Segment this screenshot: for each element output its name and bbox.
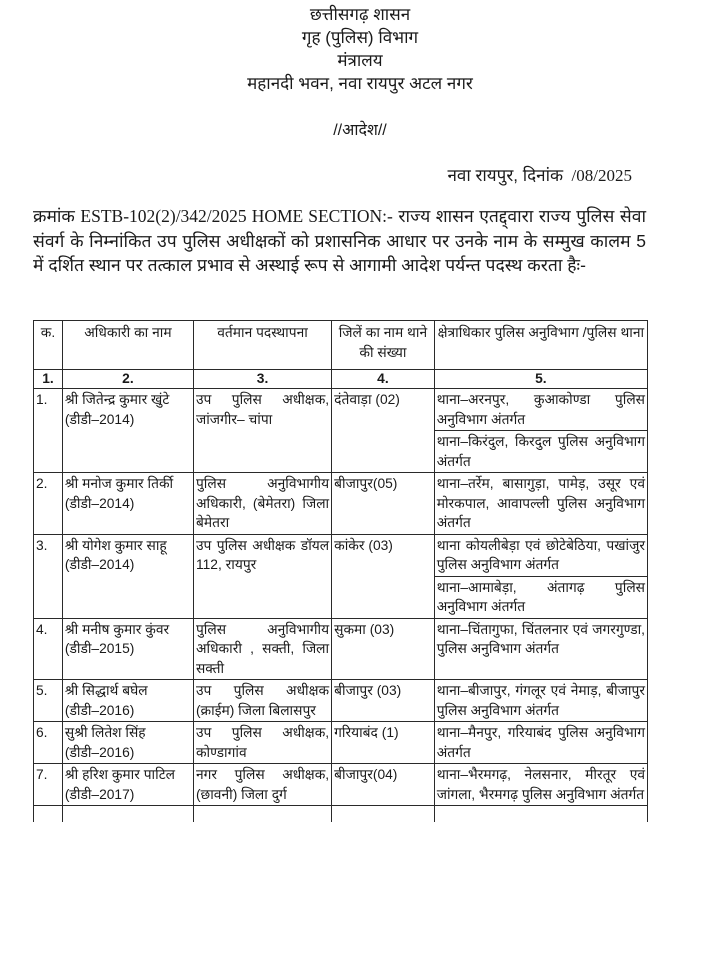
table-row-partial xyxy=(34,806,648,823)
cell-sno: 3. xyxy=(34,534,63,618)
order-date: /08/2025 xyxy=(571,166,632,185)
cell-sno: 2. xyxy=(34,473,63,535)
header-district: जिलें का नाम थाने की संख्या xyxy=(332,321,435,370)
order-ref-label: क्रमांक xyxy=(33,206,75,226)
cell-jurisdiction: थाना–भैरमगढ़, नेलसनार, मीरतूर एवं जांगला, भैरमगढ़ पुलिस अनुविभाग अंतर्गत xyxy=(434,764,647,806)
cell-district: बीजापुर(04) xyxy=(332,764,435,806)
table-row xyxy=(34,722,648,764)
table-header-row xyxy=(34,321,648,370)
header-line-ministry: मंत्रालय xyxy=(337,51,383,70)
cell-officer xyxy=(62,473,193,535)
cell-officer xyxy=(62,618,193,680)
cell-jurisdiction: थाना–अरनपुर, कुआकोण्डा पुलिस अनुविभाग अंतर्गत xyxy=(434,389,647,431)
table-row xyxy=(34,389,648,431)
cell-jurisdiction: थाना–किरंदुल, किरदुल पुलिस अनुविभाग अंतर्गत xyxy=(434,431,647,473)
header-sno: क. xyxy=(34,321,63,370)
header-line-state: छत्तीसगढ़ शासन xyxy=(309,5,411,24)
cell-jurisdiction: थाना–बीजापुर, गंगलूर एवं नेमाड़, बीजापुर पुलिस अनुविभाग अंतर्गत xyxy=(434,680,647,722)
cell-current-posting: नगर पुलिस अधीक्षक, (छावनी) जिला दुर्ग xyxy=(193,764,331,806)
cell-sno: 4. xyxy=(34,618,63,680)
cell-jurisdiction: थाना–चिंतागुफा, चिंतलनार एवं जगरगुण्डा, पुलिस अनुविभाग अंतर्गत xyxy=(434,618,647,680)
cell-district: बीजापुर (03) xyxy=(332,680,435,722)
cell-jurisdiction: थाना–मैनपुर, गरियाबंद पुलिस अनुविभाग अंतर्गत xyxy=(434,722,647,764)
document-header xyxy=(0,3,720,95)
posting-table xyxy=(33,320,648,822)
cell-empty xyxy=(62,806,193,823)
header-jurisdiction: क्षेत्राधिकार पुलिस अनुविभाग /पुलिस थाना xyxy=(434,321,647,370)
header-line-address: महानदी भवन, नवा रायपुर अटल नगर xyxy=(247,74,473,93)
officer-name: श्री मनोज कुमार तिर्की xyxy=(64,476,174,491)
cell-current-posting: उप पुलिस अधीक्षक, जांजगीर– चांपा xyxy=(193,389,331,473)
cell-empty xyxy=(332,806,435,823)
cell-current-posting: पुलिस अनुविभागीय अधिकारी , सक्ती, जिला सक्ती xyxy=(193,618,331,680)
cell-district: गरियाबंद (1) xyxy=(332,722,435,764)
cell-sno: 5. xyxy=(34,680,63,722)
officer-name: श्री सिद्धार्थ बघेल xyxy=(64,683,148,698)
table-row xyxy=(34,473,648,535)
officer-batch: (डीडी–2014) xyxy=(64,557,135,572)
cell-current-posting: पुलिस अनुविभागीय अधिकारी, (बेमेतरा) जिला बेमेतरा xyxy=(193,473,331,535)
order-title: //आदेश// xyxy=(333,122,387,139)
cell-officer xyxy=(62,534,193,618)
order-paragraph xyxy=(33,204,646,278)
officer-name: श्री मनीष कुमार कुंवर xyxy=(64,621,170,637)
officer-name: श्री हरिश कुमार पाटिल xyxy=(64,767,176,782)
cell-officer xyxy=(62,764,193,806)
column-number-row xyxy=(34,370,648,389)
cell-jurisdiction: थाना कोयलीबेड़ा एवं छोटेबेठिया, पखांजुर पुलिस अनुविभाग अंतर्गत xyxy=(434,534,647,576)
header-officer-name: अधिकारी का नाम xyxy=(62,321,193,370)
header-line-department: गृह (पुलिस) विभाग xyxy=(301,28,419,47)
officer-batch: (डीडी–2015) xyxy=(64,641,135,656)
header-current-posting: वर्तमान पदस्थापना xyxy=(193,321,331,370)
column-number: 4. xyxy=(332,370,435,389)
cell-sno: 7. xyxy=(34,764,63,806)
cell-sno: 6. xyxy=(34,722,63,764)
officer-name: श्री जितेन्द्र कुमार खुंटे xyxy=(64,392,170,407)
column-number: 1. xyxy=(34,370,63,389)
cell-jurisdiction: थाना–तर्रेम, बासागुड़ा, पामेड़, उसूर एवं मोरकपाल, आवापल्ली पुलिस अनुविभाग अंतर्गत xyxy=(434,473,647,535)
officer-batch: (डीडी–2014) xyxy=(64,495,135,511)
cell-district: दंतेवाड़ा (02) xyxy=(332,389,435,473)
place-date-prefix: नवा रायपुर, दिनांक xyxy=(447,166,564,185)
cell-jurisdiction: थाना–आमाबेड़ा, अंतागढ़ पुलिस अनुविभाग अंतर्गत xyxy=(434,576,647,618)
cell-officer xyxy=(62,680,193,722)
table-row xyxy=(34,534,648,576)
cell-current-posting: उप पुलिस अधीक्षक (क्राईम) जिला बिलासपुर xyxy=(193,680,331,722)
officer-batch: (डीडी–2016) xyxy=(64,744,135,760)
officer-name: श्री योगेश कुमार साहू xyxy=(64,537,167,553)
cell-district: बीजापुर(05) xyxy=(332,473,435,535)
cell-empty xyxy=(34,806,63,823)
column-number: 5. xyxy=(434,370,647,389)
officer-batch: (डीडी–2014) xyxy=(64,411,135,427)
table-row xyxy=(34,764,648,806)
column-number: 2. xyxy=(62,370,193,389)
cell-empty xyxy=(193,806,331,823)
table-row xyxy=(34,680,648,722)
officer-name: सुश्री लितेश सिंह xyxy=(64,725,146,740)
place-date-line xyxy=(447,163,632,186)
cell-sno: 1. xyxy=(34,389,63,473)
order-body-text: राज्य शासन एतद्द्वारा राज्य पुलिस सेवा संवर्ग के निम्नांकित उप पुलिस अधीक्षकों को प्रशासनिक आधार पर उनके नाम के सम्मुख कालम 5 में दर्शित स्थान पर तत्काल प्रभाव से अस्थाई रूप से आगामी आदेश पर्यन्त पदस्थ करता हैः- xyxy=(33,206,646,275)
cell-empty xyxy=(434,806,647,823)
cell-district: कांकेर (03) xyxy=(332,534,435,618)
column-number: 3. xyxy=(193,370,331,389)
officer-batch: (डीडी–2016) xyxy=(64,702,135,718)
cell-current-posting: उप पुलिस अधीक्षक डॉयल 112, रायपुर xyxy=(193,534,331,618)
cell-officer xyxy=(62,722,193,764)
cell-district: सुकमा (03) xyxy=(332,618,435,680)
cell-officer xyxy=(62,389,193,473)
cell-current-posting: उप पुलिस अधीक्षक, कोण्डागांव xyxy=(193,722,331,764)
officer-batch: (डीडी–2017) xyxy=(64,786,135,802)
order-ref-number: ESTB-102(2)/342/2025 HOME SECTION:- xyxy=(80,206,393,226)
table-row xyxy=(34,618,648,680)
